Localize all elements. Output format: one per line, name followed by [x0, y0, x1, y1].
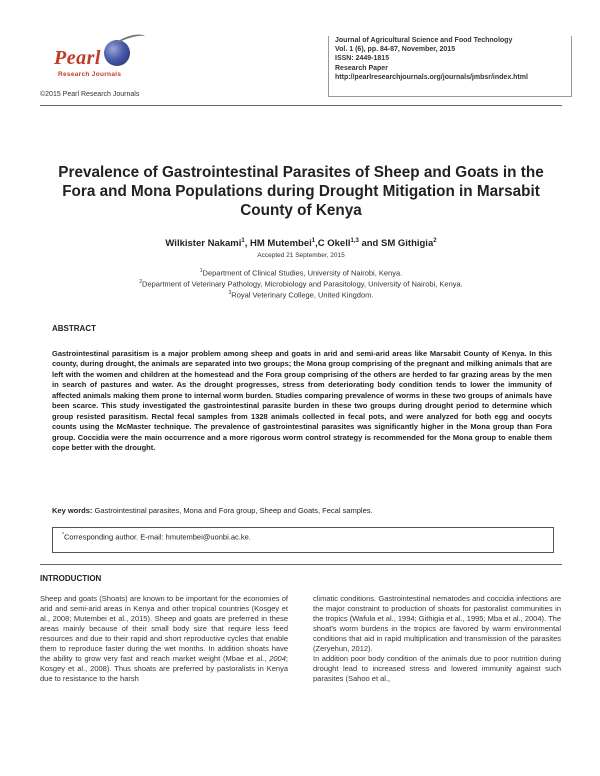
header-divider	[40, 105, 562, 106]
author-sup: 2	[433, 238, 437, 244]
keywords-label: Key words:	[52, 506, 93, 515]
affiliation-2	[40, 279, 562, 289]
affiliation-1	[40, 268, 562, 278]
logo-text: Pearl	[54, 47, 101, 69]
article-type: Research Paper	[335, 64, 388, 72]
author-name: and SM Githigia	[358, 238, 434, 250]
author-name: ,C Okell	[315, 238, 351, 250]
affiliation-sup: 1	[199, 268, 203, 274]
journal-info-box	[328, 36, 572, 97]
affiliation-3	[40, 290, 562, 300]
journal-name: Journal of Agricultural Science and Food Technology	[335, 37, 513, 44]
intro-text: Sheep and goats (Shoats) are known to be important for the economies of arid and semi-arid areas in Kenya and other tropical countries (Kosgey et al., 2008; Mutembei et al., 2015). Sheep and goats are preferred in these areas mainly because of their small body size that require less feed resources and due to their rapid and short reproductive cycles that enable them to reproduce faster during the wet months. In addition shoats have the ability to grow very fast and reach market weight (Mbae et al.,	[40, 594, 288, 664]
corr-text: Corresponding author. E-mail: hmutembei@uonbi.ac.ke.	[63, 532, 251, 542]
keywords-text: Gastrointestinal parasites, Mona and Fora group, Sheep and Goats, Fecal samples.	[92, 506, 373, 515]
author-sup: 1	[311, 238, 316, 244]
abstract-body: Gastrointestinal parasitism is a major problem among sheep and goats in arid and semi-arid areas like Marsabit County of Kenya. In this county, during drought, the animals are separated into two groups; the Mona group comprising of the pregnant and milking animals that are left with the women and children at the homestead and the Fora group comprising of the others are herded to far grazing areas by the men in search of pastures and water. As the drought progresses, stress from deteriorating body condition tends to lower the immunity of affected animals making them prone to internal worm burden. Studies comparing prevalence of worms in these two groups of animals have been scarce. This study investigated the gastrointestinal parasite burden in these two groups during drought period to determine which group resisted parasitism. Rectal fecal samples from 1328 animals collected in fecal pots, and were analyzed for both egg and oocyts counts using the McMaster technique. The prevalence of gastrointestinal parasites was significantly higher in the Mona group than Fora group. Coccidia were the main occurrence and a more rigorous worm control strategy is recommended for the Mona group to enable them cope better with the drought.	[52, 349, 552, 453]
author-name: Wilkister Nakami	[165, 238, 242, 250]
journal-volume: Vol. 1 (6), pp. 84-87, November, 2015	[335, 46, 456, 54]
section-divider	[40, 564, 562, 565]
corr-sup: *	[62, 532, 64, 538]
keywords	[52, 506, 552, 515]
copyright: ©2015 Pearl Research Journals	[40, 91, 140, 98]
swoosh-icon	[113, 31, 147, 52]
intro-paragraph: climatic conditions. Gastrointestinal nematodes and coccidia infections are the major constraint to production of shoats for pastoralist communities in the tropics (Wafula et al., 1994; Githigia et al., 1995; Mba et al., 2004). The shoat's worm burdens in the tropics are favored by warm environmental conditions that aid in rapid multiplication and transmission of the parasites (Zeryehun, 2012).	[313, 594, 561, 654]
abstract-heading: ABSTRACT	[52, 324, 96, 333]
intro-paragraph: In addition poor body condition of the animals due to poor nutrition during drought lead to increased stress and lowered immunity against such parasites (Sahoo et al.,	[313, 654, 561, 684]
logo-subtitle: Research Journals	[58, 71, 122, 78]
intro-italic: 2004	[269, 654, 286, 664]
journal-issn: ISSN: 2449-1815	[335, 55, 390, 63]
author-name: , HM Mutembei	[244, 238, 312, 250]
paper-title: Prevalence of Gastrointestinal Parasites of Sheep and Goats in the Fora and Mona Populations during Drought Mitigation in Marsabit County of Kenya	[58, 164, 544, 219]
author-sup: 1	[241, 238, 245, 244]
journal-url[interactable]: http://pearlresearchjournals.org/journals/jmbsr/index.html	[335, 73, 528, 81]
introduction-heading: INTRODUCTION	[40, 574, 102, 583]
author-sup: 1,3	[350, 238, 359, 244]
intro-text: ; Kosgey et al., 2008). Thus shoats are preferred by pastoralists in Kenya due to resistance to the harsh	[40, 654, 288, 684]
author-list	[40, 238, 562, 249]
affiliation-text: Royal Veterinary College, United Kingdom.	[231, 290, 374, 300]
affiliation-text: Department of Veterinary Pathology, Microbiology and Parasitology, University of Nairobi, Kenya.	[142, 279, 463, 289]
affiliation-sup: 2	[139, 279, 143, 285]
affiliation-sup: 3	[228, 290, 232, 296]
affiliation-text: Department of Clinical Studies, University of Nairobi, Kenya.	[202, 268, 403, 278]
accepted-date: Accepted 21 September, 2015	[257, 252, 345, 259]
intro-column-right	[313, 594, 561, 684]
corresponding-author	[62, 532, 251, 542]
intro-column-left	[40, 594, 288, 684]
